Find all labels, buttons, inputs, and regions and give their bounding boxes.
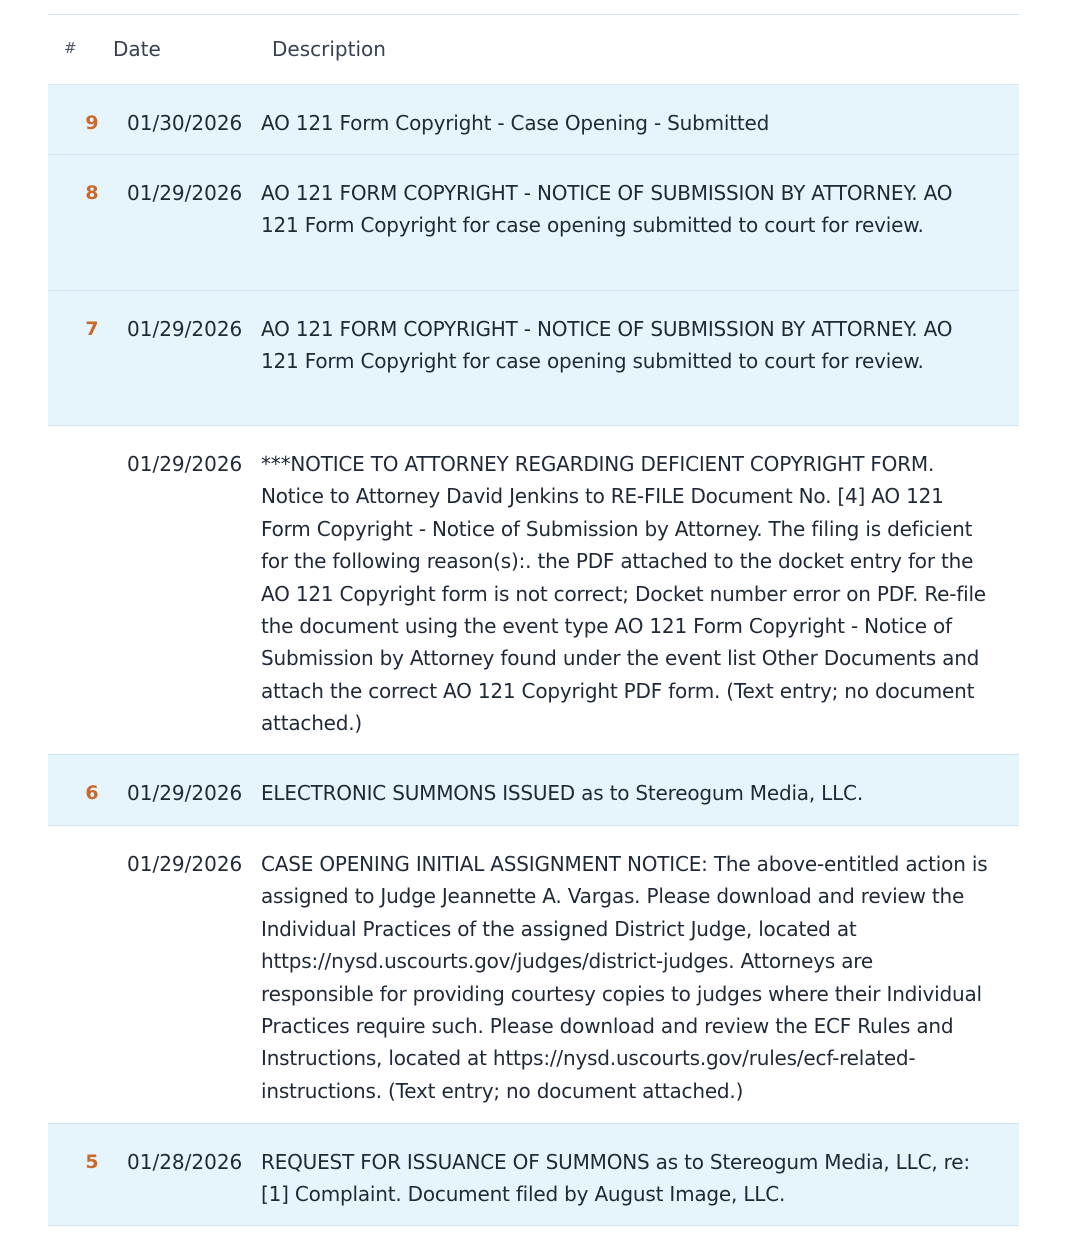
table-row[interactable]: [48, 85, 1019, 155]
entry-date: 01/30/2026: [127, 111, 243, 135]
entry-description: ***NOTICE TO ATTORNEY REGARDING DEFICIENT COPYRIGHT FORM. Notice to Attorney David Jenkins to RE-FILE Document No. [4] AO 121 Form Copyright - Notice of Submission by Attorney. The filing is deficient for the following reason(s):. the PDF attached to the docket entry for the AO 121 Copyright form is not correct; Docket number error on PDF. Re-file the document using the event type AO 121 Form Copyright - Notice of Submission by Attorney found under the event list Other Documents and attach the correct AO 121 Copyright PDF form. (Text entry; no document attached.): [261, 452, 986, 736]
entry-date: 01/29/2026: [127, 452, 243, 476]
table-row[interactable]: [48, 755, 1019, 826]
entry-date: 01/28/2026: [127, 1150, 243, 1174]
entry-number[interactable]: 8: [85, 182, 99, 204]
header-description[interactable]: Description: [272, 37, 386, 61]
entry-date: 01/29/2026: [127, 852, 243, 876]
entry-description: CASE OPENING INITIAL ASSIGNMENT NOTICE: The above-entitled action is assigned to Judge Jeannette A. Vargas. Please download and review the Individual Practices of the assigned District Judge, located at https://nysd.uscourts.gov/judges/district-judges. Attorneys are responsible for providing courtesy copies to judges where their Individual Practices require such. Please download and review the ECF Rules and Instructions, located at https://nysd.uscourts.gov/rules/ecf-related-instructions. (Text entry; no document attached.): [261, 852, 988, 1103]
table-row[interactable]: [48, 155, 1019, 291]
table-row[interactable]: [48, 291, 1019, 426]
table-row: [48, 826, 1019, 1124]
entry-date: 01/29/2026: [127, 781, 243, 805]
entry-description: AO 121 FORM COPYRIGHT - NOTICE OF SUBMISSION BY ATTORNEY. AO 121 Form Copyright for case opening submitted to court for review.: [261, 317, 953, 374]
entry-date: 01/29/2026: [127, 181, 243, 205]
entry-description: ELECTRONIC SUMMONS ISSUED as to Stereogum Media, LLC.: [261, 781, 863, 805]
entry-description: AO 121 Form Copyright - Case Opening - Submitted: [261, 111, 770, 135]
header-date[interactable]: Date: [113, 37, 161, 61]
table-row[interactable]: [48, 1124, 1019, 1226]
table-row: [48, 426, 1019, 755]
entry-number[interactable]: 6: [85, 782, 99, 804]
entry-number[interactable]: 5: [85, 1151, 99, 1173]
entry-number[interactable]: 7: [85, 318, 99, 340]
entry-description: AO 121 FORM COPYRIGHT - NOTICE OF SUBMISSION BY ATTORNEY. AO 121 Form Copyright for case opening submitted to court for review.: [261, 181, 953, 238]
entry-number[interactable]: 9: [85, 112, 99, 134]
entry-date: 01/29/2026: [127, 317, 243, 341]
entry-description: REQUEST FOR ISSUANCE OF SUMMONS as to Stereogum Media, LLC, re: [1] Complaint. Document filed by August Image, LLC.: [261, 1150, 970, 1207]
table-header: [48, 15, 1019, 85]
header-number: #: [64, 39, 77, 57]
docket-table: [48, 14, 1019, 1226]
